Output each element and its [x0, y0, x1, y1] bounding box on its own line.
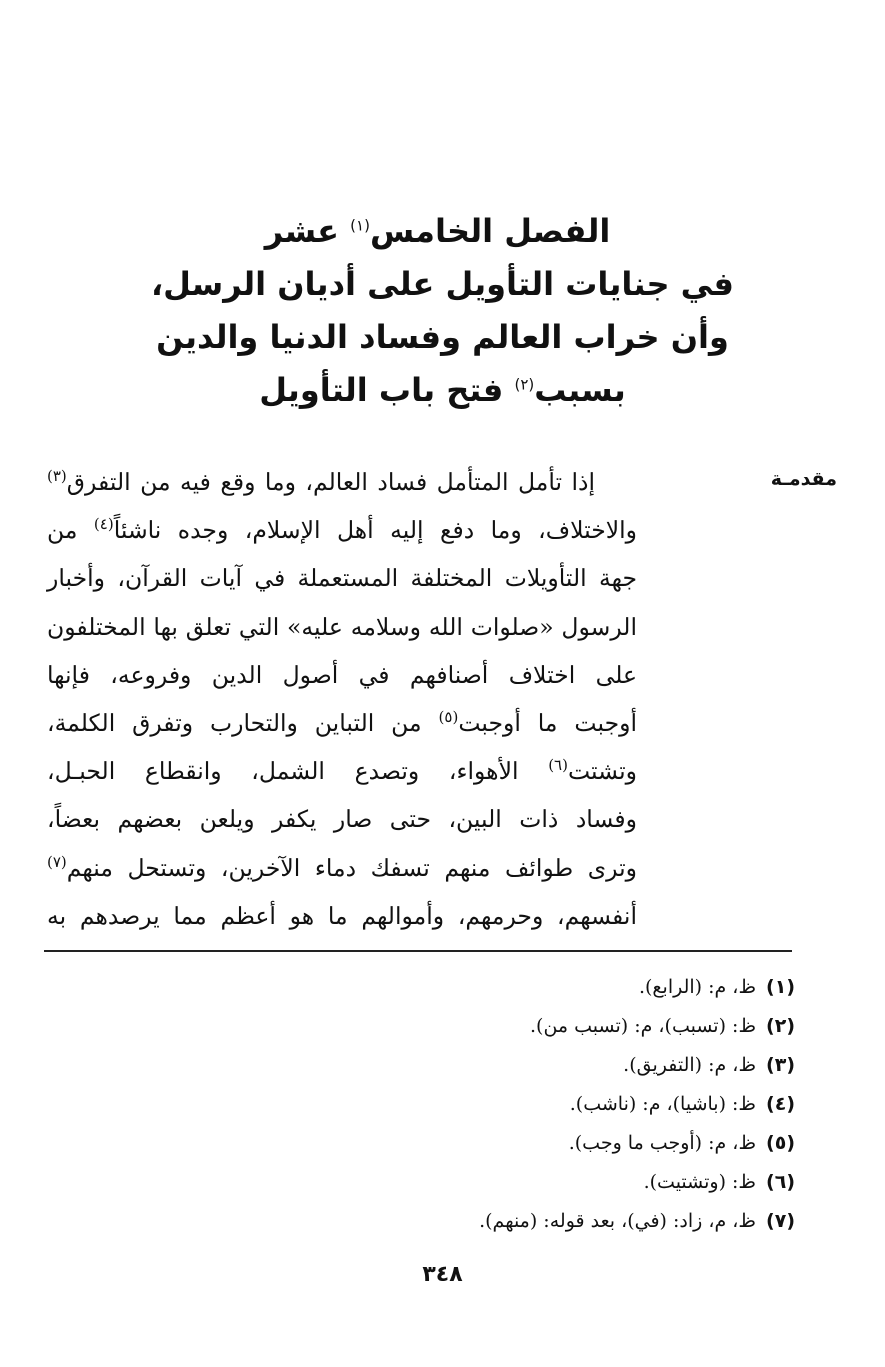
- body-line-5: على اختلاف أصنافهم في أصول الدين وفروعه، فإنها: [47, 660, 637, 689]
- title-line-4-text: بسبب: [534, 371, 626, 409]
- body-line-10: أنفسهم، وحرمهم، وأموالهم ما هو أعظم مما يرصدهم به: [47, 901, 637, 930]
- footnote-number: (٢): [766, 1015, 795, 1037]
- footnotes-list: [95, 968, 795, 1241]
- footnote-item: [95, 1124, 795, 1163]
- footnote-number: (٦): [766, 1171, 795, 1193]
- footnote-number: (٣): [766, 1054, 795, 1076]
- body-line-1: [47, 458, 637, 506]
- footnote-ref-2[interactable]: (٢): [514, 375, 535, 394]
- title-line-4: [0, 364, 885, 417]
- footnote-text: ظ: (وتشتيت).: [643, 1171, 757, 1193]
- title-line-2: في جنايات التأويل على أديان الرسل،: [151, 265, 734, 303]
- footnote-item: [95, 1007, 795, 1046]
- title-line-3: وأن خراب العالم وفساد الدنيا والدين: [156, 318, 729, 356]
- body-line-9: [47, 844, 637, 892]
- footnote-ref-4[interactable]: (٤): [93, 515, 114, 534]
- body-line-6-tail: من التباين والتحارب وتفرق الكلمة،: [47, 708, 439, 737]
- page-number: ٣٤٨: [422, 1262, 463, 1287]
- footnote-text: ظ: (تسبب)، م: (تسبب من).: [530, 1015, 757, 1037]
- body-line-2-text: والاختلاف، وما دفع إليه أهل الإسلام، وجده ناشئاً: [113, 516, 637, 545]
- footnote-text: ظ: (باشيا)، م: (ناشب).: [569, 1093, 757, 1115]
- footnote-item: [95, 1163, 795, 1202]
- footnote-text: ظ، م، زاد: (في)، بعد قوله: (منهم).: [479, 1210, 757, 1232]
- footnote-item: [95, 1046, 795, 1085]
- body-line-6: [47, 699, 637, 747]
- body-line-1-text: إذا تأمل المتأمل فساد العالم، وما وقع فيه من التفرق: [66, 468, 595, 496]
- margin-note-introduction: مقدمـة: [770, 468, 837, 490]
- footnote-divider: [44, 950, 792, 952]
- footnote-item: [95, 1202, 795, 1241]
- footnote-text: ظ، م: (التفريق).: [623, 1054, 757, 1076]
- footnote-ref-5[interactable]: (٥): [438, 708, 459, 727]
- footnote-ref-7[interactable]: (٧): [47, 852, 67, 871]
- title-line-4-tail: فتح باب التأويل: [259, 371, 515, 409]
- footnote-item: [95, 1085, 795, 1124]
- body-line-9-text: وترى طوائف منهم تسفك دماء الآخرين، وتستحل منهم: [66, 853, 637, 882]
- footnote-ref-3[interactable]: (٣): [47, 467, 67, 486]
- body-paragraph: [47, 458, 637, 940]
- body-line-3: جهة التأويلات المختلفة المستعملة في آيات القرآن، وأخبار: [47, 564, 637, 593]
- body-line-6-text: أوجبت ما أوجبت: [458, 708, 637, 737]
- body-line-7: [47, 747, 637, 795]
- title-line-1-text: الفصل الخامس: [369, 212, 611, 250]
- footnote-number: (٥): [766, 1132, 795, 1154]
- footnote-ref-1[interactable]: (١): [350, 216, 370, 235]
- footnote-ref-6[interactable]: (٦): [548, 756, 568, 775]
- title-line-1: [0, 205, 885, 258]
- title-line-1-tail: عشر: [264, 212, 351, 250]
- body-line-8: وفساد ذات البين، حتى صار يكفر ويلعن بعضهم بعضاً،: [47, 805, 637, 834]
- footnote-number: (١): [766, 976, 795, 998]
- footnote-number: (٤): [766, 1093, 795, 1115]
- body-line-7-text: وتشتت: [567, 757, 637, 786]
- chapter-title: [0, 205, 885, 417]
- footnote-item: [95, 968, 795, 1007]
- footnote-text: ظ، م: (أوجب ما وجب).: [568, 1132, 757, 1154]
- footnote-number: (٧): [766, 1210, 795, 1232]
- body-line-2-tail: من: [47, 516, 94, 545]
- body-line-4: الرسول «صلوات الله وسلامه عليه» التي تعلق بها المختلفون: [47, 612, 637, 641]
- body-line-7-tail: الأهواء، وتصدع الشمل، وانقطاع الحبـل،: [47, 757, 549, 786]
- body-line-2: [47, 506, 637, 554]
- footnote-text: ظ، م: (الرابع).: [638, 976, 757, 998]
